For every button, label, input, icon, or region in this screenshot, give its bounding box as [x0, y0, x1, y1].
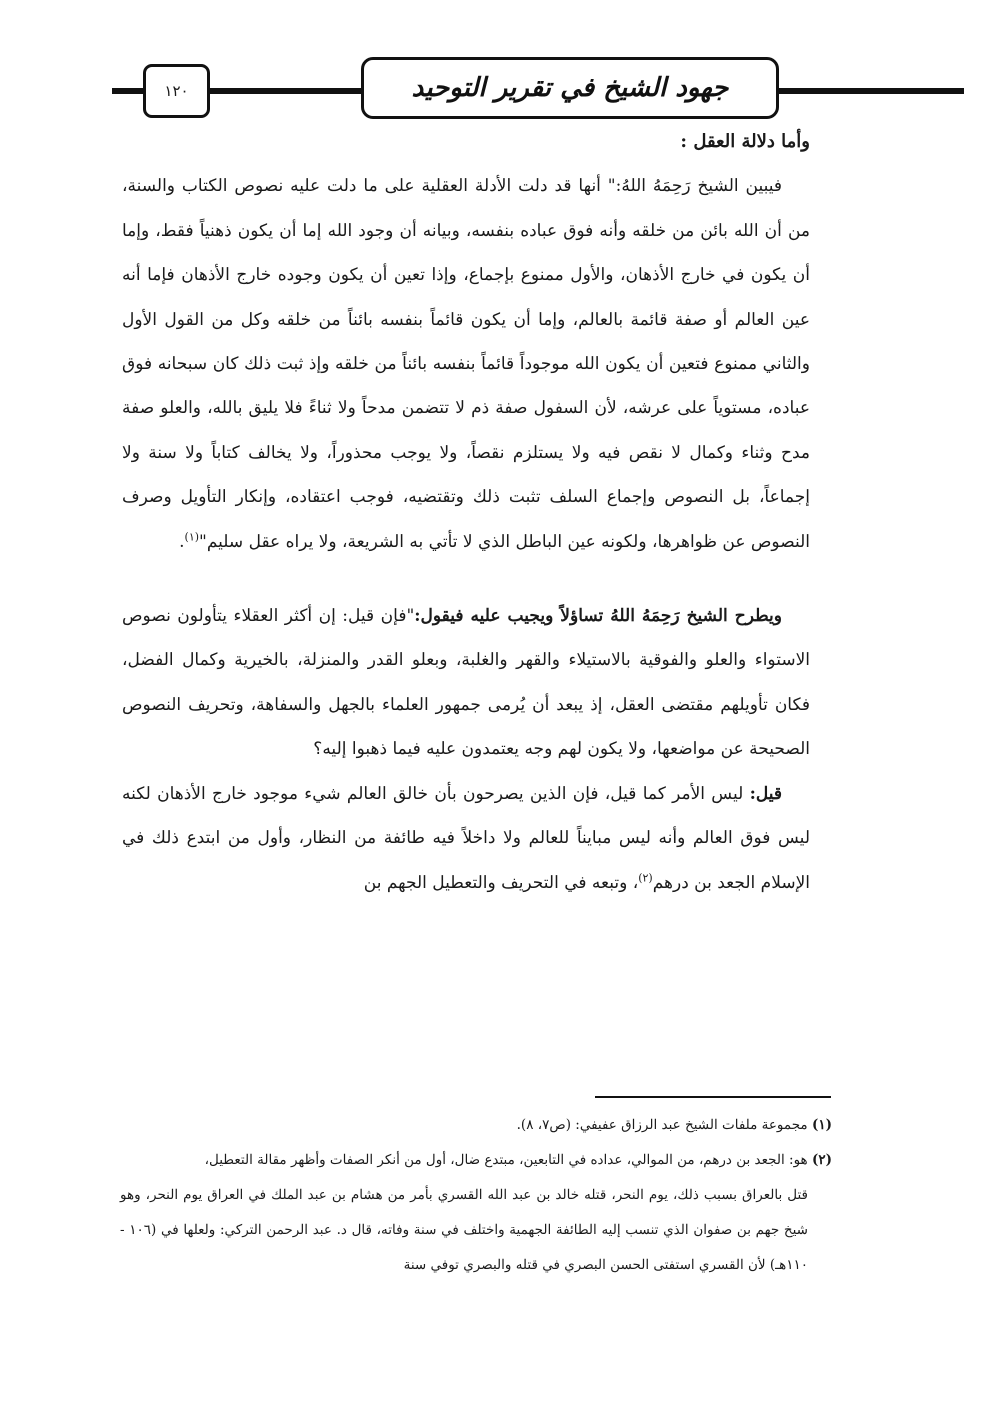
paragraph-gap — [122, 564, 810, 594]
paragraph-reason-proof — [122, 164, 810, 564]
footnote-separator — [595, 1096, 831, 1098]
paragraph-end: ، وتبعه في التحريف والتعطيل الجهم بن — [363, 872, 639, 893]
paragraph-lead-bold: قيل: — [749, 783, 782, 804]
page-header — [0, 54, 992, 130]
footnote-text: مجموعة ملفات الشيخ عبد الرزاق عفيفي: (ص٧، ٨). — [516, 1117, 812, 1133]
title-frame — [361, 57, 779, 119]
paragraph-answer — [122, 772, 810, 905]
paragraph-question — [122, 594, 810, 772]
main-text — [122, 120, 810, 905]
footnote-text: هو: الجعد بن درهم، من الموالي، عداده في التابعين، مبتدع ضال، أول من أنكر الصفات وأظهر مقالة التعطيل، — [204, 1152, 812, 1168]
paragraph-text: ليس الأمر كما قيل، فإن الذين يصرحون بأن خالق العالم شيء موجود خارج الأذهان لكنه ليس فوق العالم وأنه ليس مبايناً للعالم ولا داخلاً فيه طائفة من النظار، وأول من ابتدع ذلك في الإسلام الجعد بن درهم — [122, 783, 810, 893]
section-heading: وأما دلالة العقل : — [680, 131, 810, 152]
footnote-ref-2[interactable]: (٢) — [638, 870, 653, 884]
paragraph-end: . — [179, 531, 185, 552]
page-number: ١٢٠ — [143, 64, 210, 118]
footnote-2 — [120, 1143, 832, 1178]
paragraph-lead-bold: ويطرح الشيخ رَحِمَهُ اللهُ تساؤلاً ويجيب عليه فيقول: — [414, 606, 782, 627]
paragraph-text: فيبين الشيخ رَحِمَهُ اللهُ:" أنها قد دلت الأدلة العقلية على ما دلت عليه نصوص الكتاب والسنة، من أن الله بائن من خلقه وأنه فوق عباده بنفسه، وبيانه أن وجود الله إما أن يكون ذهنياً فقط، وإما أن يكون في خارج الأذهان، والأول ممنوع بإجماع، وإذا تعين أن يكون وجوده خارج الأذهان فإما أنه عين العالم أو صفة قائمة بالعالم، وإما أن يكون قائماً بنفسه بائناً من خلقه وكل من القول الأول والثاني ممنوع فتعين أن يكون الله موجوداً قائماً بنفسه بائناً من خلقه وإذ ثبت ذلك كان سبحانه فوق عباده، مستوياً على عرشه، لأن السفول صفة ذم لا تتضمن مدحاً ولا ثناءً فلا يليق بالله، والعلو صفة مدح وثناء وكمال لا نقص فيه ولا يستلزم نقصاً، ولا يوجب محذوراً، ولا يخالف كتاباً ولا سنة ولا إجماعاً، بل النصوص وإجماع السلف تثبت ذلك وتقتضيه، فوجب اعتقاده، وإنكار التأويل وصرف النصوص عن ظواهرها، ولكونه عين الباطل الذي لا تأتي به الشريعة، ولا يراه عقل سليم" — [122, 176, 810, 552]
footnotes — [120, 1108, 832, 1283]
paragraph-text: "فإن قيل: إن أكثر العقلاء يتأولون نصوص الاستواء والعلو والفوقية بالاستيلاء والقهر والغلبة، وبعلو القدر والمنزلة، بالخيرية وكمال الفضل، فكان تأويلهم مقتضى العقل، إذ يبعد أن يُرمى جمهور العلماء بالجهل والسفاهة، وتحريف النصوص الصحيحة عن مواضعها، ولا يكون لهم وجه يعتمدون عليه فيما ذهبوا إليه؟ — [122, 606, 810, 760]
footnote-2-continued: قتل بالعراق بسبب ذلك، يوم النحر، قتله خالد بن عبد الله القسري بأمر من هشام بن عبد الملك في العراق يوم النحر، وهو شيخ جهم بن صفوان الذي تنسب إليه الطائفة الجهمية واختلف في سنة وفاته، قال د. عبد الرحمن التركي: ولعلها في (١٠٦ - ١١٠هـ) لأن القسري استفتى الحسن البصري في قتله والبصري توفي سنة — [120, 1187, 808, 1273]
footnote-number: (٢) — [811, 1152, 832, 1168]
footnote-number: (١) — [811, 1117, 832, 1133]
footnote-1 — [120, 1108, 832, 1143]
footnote-ref-1[interactable]: (١) — [184, 530, 200, 543]
running-title: جهود الشيخ في تقرير التوحيد — [411, 73, 729, 103]
